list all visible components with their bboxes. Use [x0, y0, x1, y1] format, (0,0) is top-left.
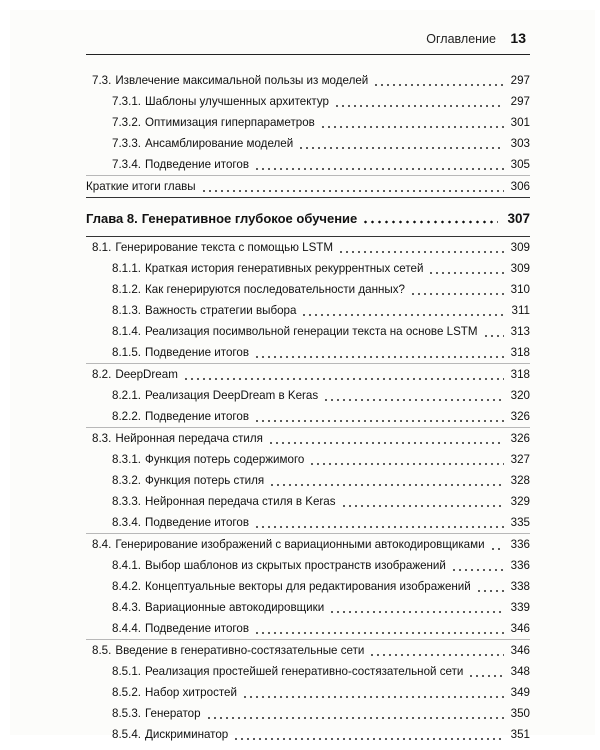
- toc-entry-page: 301: [510, 116, 530, 129]
- toc-entry-number: 8.5.1.: [112, 665, 142, 678]
- toc-entry-title: Подведение итогов: [145, 622, 249, 635]
- toc-section: [86, 428, 530, 449]
- toc-entry-page: 313: [510, 325, 530, 338]
- toc-entry-number: 7.3.: [92, 74, 112, 87]
- toc-entry-number: 7.3.4.: [112, 158, 142, 171]
- toc-subsection: [86, 300, 530, 321]
- toc-entry-page: 329: [510, 495, 530, 508]
- toc-entry-number: 8.1.5.: [112, 346, 142, 359]
- toc-entry-page: 311: [511, 304, 530, 317]
- dot-leader: [329, 603, 504, 613]
- dot-leader: [483, 327, 504, 337]
- toc-entry-number: 8.5.2.: [112, 686, 142, 699]
- dot-leader: [254, 348, 504, 358]
- dot-leader: [298, 139, 504, 149]
- toc-entry-number: 8.5.3.: [112, 707, 142, 720]
- toc-subsection: [86, 258, 530, 279]
- toc-entry-page: 348: [510, 665, 530, 678]
- toc-entry-page: 306: [510, 180, 530, 193]
- dot-leader: [373, 76, 504, 86]
- dot-leader: [309, 455, 504, 465]
- dot-leader: [369, 646, 504, 656]
- dot-leader: [341, 497, 504, 507]
- toc-subsection: [86, 576, 530, 597]
- toc-entry-number: 8.1.1.: [112, 262, 142, 275]
- toc-subsection: [86, 342, 530, 363]
- toc-section: [86, 364, 530, 385]
- toc-subsection: [86, 321, 530, 342]
- dot-leader: [468, 667, 504, 677]
- toc-entry-title: Нейронная передача стиля: [115, 432, 263, 445]
- dot-leader: [410, 285, 504, 295]
- toc-entry-page: 318: [510, 368, 530, 381]
- toc-entry-page: 336: [510, 559, 530, 572]
- toc-entry-title: Генератор: [145, 707, 201, 720]
- book-page: [10, 10, 595, 741]
- dot-leader: [323, 391, 504, 401]
- toc-subsection: [86, 597, 530, 618]
- toc-entry-page: 346: [510, 644, 530, 657]
- toc-subsection: [86, 91, 530, 112]
- dot-leader: [201, 182, 504, 192]
- dot-leader: [254, 412, 504, 422]
- toc-entry-title: Ансамблирование моделей: [145, 137, 294, 150]
- toc-entry-page: 327: [510, 453, 530, 466]
- toc-entry-title: Введение в генеративно-состязательные сети: [115, 644, 365, 657]
- toc-entry-number: 8.4.3.: [112, 601, 142, 614]
- toc-entry-number: 8.3.4.: [112, 516, 142, 529]
- dot-leader: [254, 160, 504, 170]
- toc-entry-page: 335: [510, 516, 530, 529]
- toc-entry-title: Генерирование изображений с вариационными автокодировщиками: [115, 538, 485, 551]
- toc-subsection: [86, 279, 530, 300]
- toc-subsection: [86, 512, 530, 533]
- dot-leader: [451, 561, 504, 571]
- toc-entry-title: Подведение итогов: [145, 346, 249, 359]
- toc-subsection: [86, 661, 530, 682]
- toc-entry-number: 8.2.: [92, 368, 112, 381]
- toc-entry-number: 8.2.2.: [112, 410, 142, 423]
- toc-entry-number: 8.3.3.: [112, 495, 142, 508]
- dot-leader: [362, 214, 498, 224]
- toc-entry-page: 351: [510, 728, 530, 741]
- toc-entry-title: Оптимизация гиперпараметров: [145, 116, 315, 129]
- dot-leader: [301, 306, 504, 316]
- toc-subsection: [86, 112, 530, 133]
- toc-subsection: [86, 724, 530, 745]
- toc-entry-number: 7.3.2.: [112, 116, 142, 129]
- toc-entry-title: Краткая история генеративных рекуррентных сетей: [145, 262, 424, 275]
- toc-entry-number: 7.3.3.: [112, 137, 142, 150]
- toc-entry-title: Как генерируются последовательности данных?: [145, 283, 405, 296]
- dot-leader: [320, 118, 504, 128]
- toc-subsection: [86, 406, 530, 427]
- toc-entry-title: Генерирование текста с помощью LSTM: [115, 241, 334, 254]
- toc-entry-page: 338: [510, 580, 530, 593]
- toc-section: [86, 70, 530, 91]
- dot-leader: [269, 476, 504, 486]
- toc-subsection: [86, 449, 530, 470]
- toc-entry-page: 326: [510, 432, 530, 445]
- toc-entry-title: Извлечение максимальной пользы из моделей: [115, 74, 369, 87]
- toc-subsection: [86, 555, 530, 576]
- table-of-contents: [86, 70, 530, 745]
- toc-entry-page: 297: [510, 95, 530, 108]
- toc-entry-number: 8.3.2.: [112, 474, 142, 487]
- toc-entry-title: Набор хитростей: [145, 686, 237, 699]
- dot-leader: [254, 624, 504, 634]
- toc-subsection: [86, 154, 530, 175]
- toc-entry-page: 297: [510, 74, 530, 87]
- toc-entry-page: 336: [510, 538, 530, 551]
- toc-entry-title: Реализация DeepDream в Keras: [145, 389, 319, 402]
- toc-entry-page: 350: [510, 707, 530, 720]
- toc-entry-page: 328: [510, 474, 530, 487]
- toc-entry-number: 8.2.1.: [112, 389, 142, 402]
- toc-entry-page: 303: [510, 137, 530, 150]
- toc-entry-title: Краткие итоги главы: [86, 180, 196, 193]
- toc-entry-number: 8.4.1.: [112, 559, 142, 572]
- toc-subsection: [86, 133, 530, 154]
- toc-entry-page: 320: [510, 389, 530, 402]
- toc-entry-number: 8.4.4.: [112, 622, 142, 635]
- toc-chapter: [86, 204, 530, 234]
- toc-subsection: [86, 618, 530, 639]
- toc-section: [86, 640, 530, 661]
- toc-entry-title: Подведение итогов: [145, 516, 249, 529]
- toc-subsection: [86, 703, 530, 724]
- toc-entry-title: DeepDream: [115, 368, 178, 381]
- toc-subsection: [86, 682, 530, 703]
- dot-leader: [206, 709, 504, 719]
- toc-entry-title: Шаблоны улучшенных архитектур: [145, 95, 329, 108]
- toc-subsection: [86, 385, 530, 406]
- dot-leader: [334, 97, 504, 107]
- toc-section: [86, 237, 530, 258]
- toc-entry-number: 7.3.1.: [112, 95, 142, 108]
- toc-entry-title: Функция потерь стиля: [145, 474, 265, 487]
- toc-entry-number: 8.1.3.: [112, 304, 142, 317]
- toc-entry-number: 8.3.1.: [112, 453, 142, 466]
- dot-leader: [233, 730, 504, 740]
- running-head: [86, 30, 530, 55]
- toc-entry-page: 326: [510, 410, 530, 423]
- toc-entry-title: Функция потерь содержимого: [145, 453, 305, 466]
- toc-entry-number: Глава 8.: [86, 211, 138, 226]
- dot-leader: [476, 582, 504, 592]
- toc-entry-page: 310: [510, 283, 530, 296]
- toc-subsection: [86, 470, 530, 491]
- toc-entry-number: 8.5.: [92, 644, 112, 657]
- toc-entry-page: 305: [510, 158, 530, 171]
- dot-leader: [183, 370, 504, 380]
- toc-entry-title: Нейронная передача стиля в Keras: [145, 495, 336, 508]
- toc-entry-title: Реализация посимвольной генерации текста на основе LSTM: [145, 325, 478, 338]
- toc-entry-page: 309: [510, 241, 530, 254]
- toc-entry-title: Важность стратегии выбора: [145, 304, 297, 317]
- toc-entry-page: 307: [507, 211, 530, 226]
- running-head-page-number: 13: [510, 30, 526, 46]
- toc-entry-title: Дискриминатор: [145, 728, 229, 741]
- toc-entry-page: 339: [510, 601, 530, 614]
- toc-entry-number: 8.4.2.: [112, 580, 142, 593]
- toc-entry-page: 346: [510, 622, 530, 635]
- toc-entry-number: 8.1.2.: [112, 283, 142, 296]
- toc-entry-number: 8.1.: [92, 241, 112, 254]
- toc-entry-title: Генеративное глубокое обучение: [141, 211, 358, 226]
- toc-entry-page: 318: [510, 346, 530, 359]
- dot-leader: [254, 518, 504, 528]
- toc-entry-title: Реализация простейшей генеративно-состязательной сети: [145, 665, 464, 678]
- dot-leader: [428, 264, 504, 274]
- dot-leader: [268, 434, 504, 444]
- dot-leader: [490, 540, 504, 550]
- running-head-title: Оглавление: [426, 32, 496, 46]
- toc-subsection: [86, 491, 530, 512]
- toc-entry-title: Вариационные автокодировщики: [145, 601, 325, 614]
- toc-entry-number: 8.5.4.: [112, 728, 142, 741]
- toc-entry-title: Подведение итогов: [145, 410, 249, 423]
- toc-entry-title: Концептуальные векторы для редактирования изображений: [145, 580, 471, 593]
- toc-entry-number: 8.4.: [92, 538, 112, 551]
- toc-entry-number: 8.1.4.: [112, 325, 142, 338]
- toc-entry-number: 8.3.: [92, 432, 112, 445]
- toc-section: [86, 534, 530, 555]
- toc-entry-title: Выбор шаблонов из скрытых пространств изображений: [145, 559, 446, 572]
- dot-leader: [242, 688, 504, 698]
- toc-section: [86, 176, 530, 197]
- toc-entry-page: 309: [510, 262, 530, 275]
- toc-separator: [86, 197, 530, 198]
- toc-entry-page: 349: [510, 686, 530, 699]
- toc-entry-title: Подведение итогов: [145, 158, 249, 171]
- dot-leader: [338, 243, 504, 253]
